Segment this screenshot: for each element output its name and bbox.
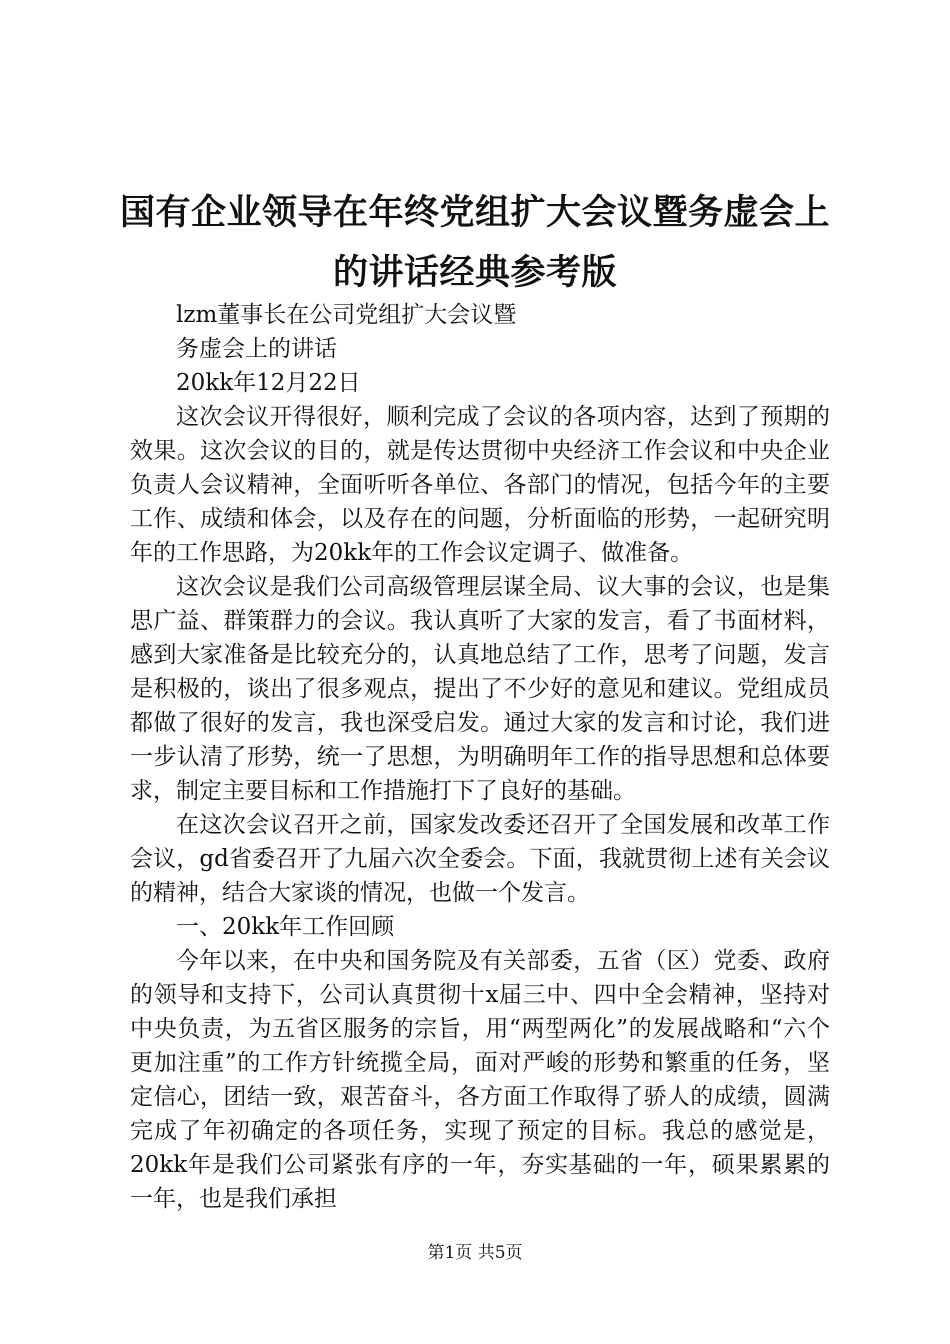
- paragraph-body: 在这次会议召开之前，国家发改委还召开了全国发展和改革工作会议，gd省委召开了九届六次全委会。下面，我就贯彻上述有关会议的精神，结合大家谈的情况，也做一个发言。: [130, 812, 830, 906]
- document-body: [130, 298, 830, 1216]
- section-heading: 一、20kk年工作回顾: [176, 914, 395, 940]
- paragraph-subtitle-line-1: lzm董事长在公司党组扩大会议暨: [176, 302, 517, 328]
- paragraph-body: 今年以来，在中央和国务院及有关部委，五省（区）党委、政府的领导和支持下，公司认真贯彻十x届三中、四中全会精神，坚持对中央负责，为五省区服务的宗旨，用“两型两化”的发展战略和“六个更加注重”的工作方针统揽全局，面对严峻的形势和繁重的任务，坚定信心，团结一致，艰苦奋斗，各方面工作取得了骄人的成绩，圆满完成了年初确定的各项任务，实现了预定的目标。我总的感觉是，20kk年是我们公司紧张有序的一年，夯实基础的一年，硕果累累的一年，也是我们承担: [130, 948, 830, 1212]
- paragraph-date: 20kk年12月22日: [176, 370, 361, 396]
- paragraph-body: 这次会议是我们公司高级管理层谋全局、议大事的会议，也是集思广益、群策群力的会议。我认真听了大家的发言，看了书面材料，感到大家准备是比较充分的，认真地总结了工作，思考了问题，发言是积极的，谈出了很多观点，提出了不少好的意见和建议。党组成员都做了很好的发言，我也深受启发。通过大家的发言和讨论，我们进一步认清了形势，统一了思想，为明确明年工作的指导思想和总体要求，制定主要目标和工作措施打下了良好的基础。: [130, 574, 830, 804]
- paragraph-subtitle-line-2: 务虚会上的讲话: [176, 336, 337, 362]
- paragraph-body: 这次会议开得很好，顺利完成了会议的各项内容，达到了预期的效果。这次会议的目的，就是传达贯彻中央经济工作会议和中央企业负责人会议精神，全面听听各单位、各部门的情况，包括今年的主要工作、成绩和体会，以及存在的问题，分析面临的形势，一起研究明年的工作思路，为20kk年的工作会议定调子、做准备。: [130, 404, 830, 566]
- page-footer: 第1页 共5页: [427, 1243, 523, 1263]
- document-title: 国有企业领导在年终党组扩大会议暨务虚会上的讲话经典参考版: [119, 193, 830, 294]
